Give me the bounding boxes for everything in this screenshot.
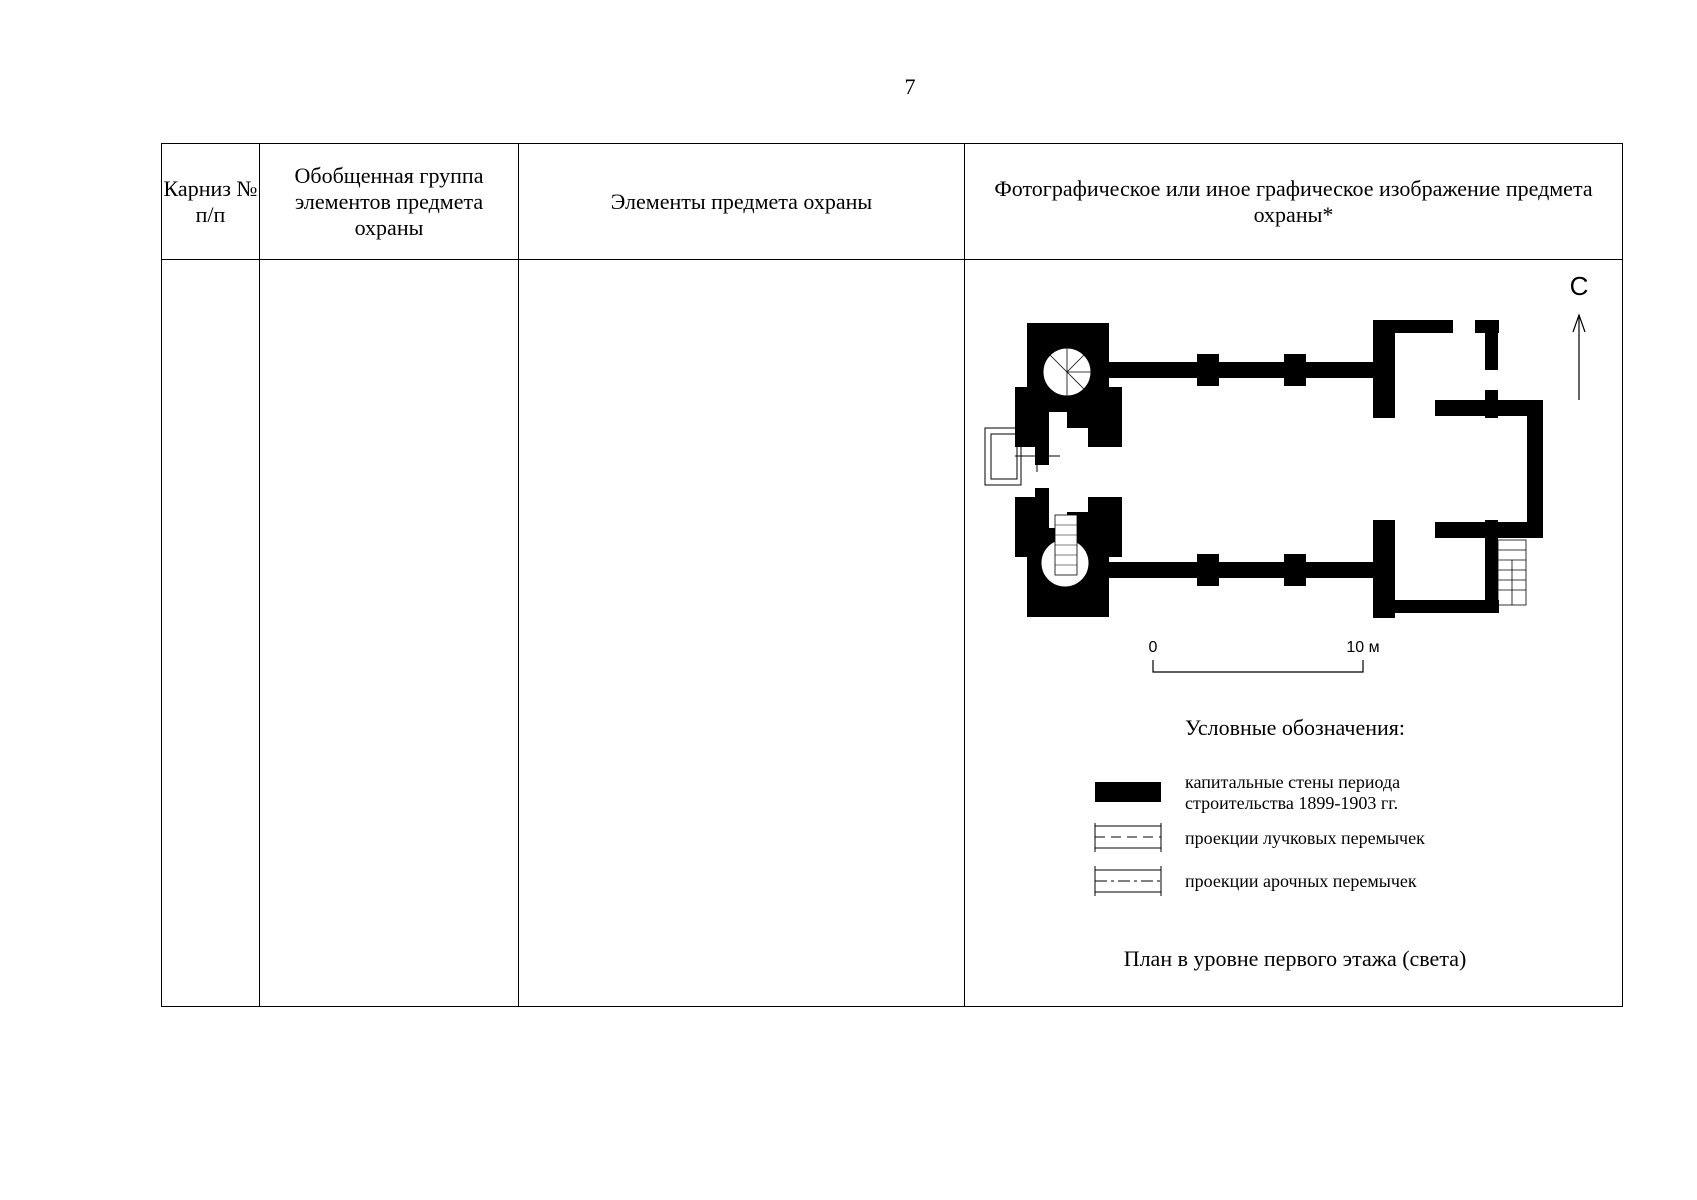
cell-image xyxy=(965,260,1623,1007)
legend-item-3: проекции арочных перемычек xyxy=(1185,871,1417,891)
legend-item-2: проекции лучковых перемычек xyxy=(1185,828,1425,848)
plan-caption: План в уровне первого этажа (света) xyxy=(1123,946,1467,971)
header-number: Карниз № п/п xyxy=(162,144,260,260)
cell-number xyxy=(162,260,260,1007)
legend-item-1-line-1: капитальные стены периода xyxy=(1185,772,1401,792)
cell-elements xyxy=(519,260,965,1007)
scale-start: 0 xyxy=(1148,639,1158,656)
legend-arched-lintel-icon xyxy=(1095,866,1161,896)
legend-title: Условные обозначения: xyxy=(1184,715,1406,740)
legend-segmental-lintel-icon xyxy=(1095,823,1161,852)
scale-end: 10 м xyxy=(1346,639,1380,656)
legend-item-1-line-2: строительства 1899-1903 гг. xyxy=(1185,793,1399,813)
cell-group xyxy=(260,260,519,1007)
exterior-stair-icon xyxy=(1498,540,1526,605)
legend-capital-wall-icon xyxy=(1095,782,1161,802)
protection-table xyxy=(161,143,1623,1007)
header-elements: Элементы предмета охраны xyxy=(519,144,965,260)
table-header-row xyxy=(162,144,1623,260)
page-number: 7 xyxy=(904,74,916,99)
spiral-stair-icon xyxy=(1043,348,1091,396)
scale-bar xyxy=(1153,660,1363,672)
floor-plan-drawing xyxy=(965,260,1626,1008)
north-arrow-icon xyxy=(1573,315,1585,400)
header-image: Фотографическое или иное графическое изображение предмета охраны* xyxy=(965,144,1623,260)
capital-walls xyxy=(1015,320,1543,618)
north-label: С xyxy=(1569,271,1589,301)
header-group: Обобщенная группа элементов предмета охраны xyxy=(260,144,519,260)
table-row xyxy=(162,260,1623,1007)
